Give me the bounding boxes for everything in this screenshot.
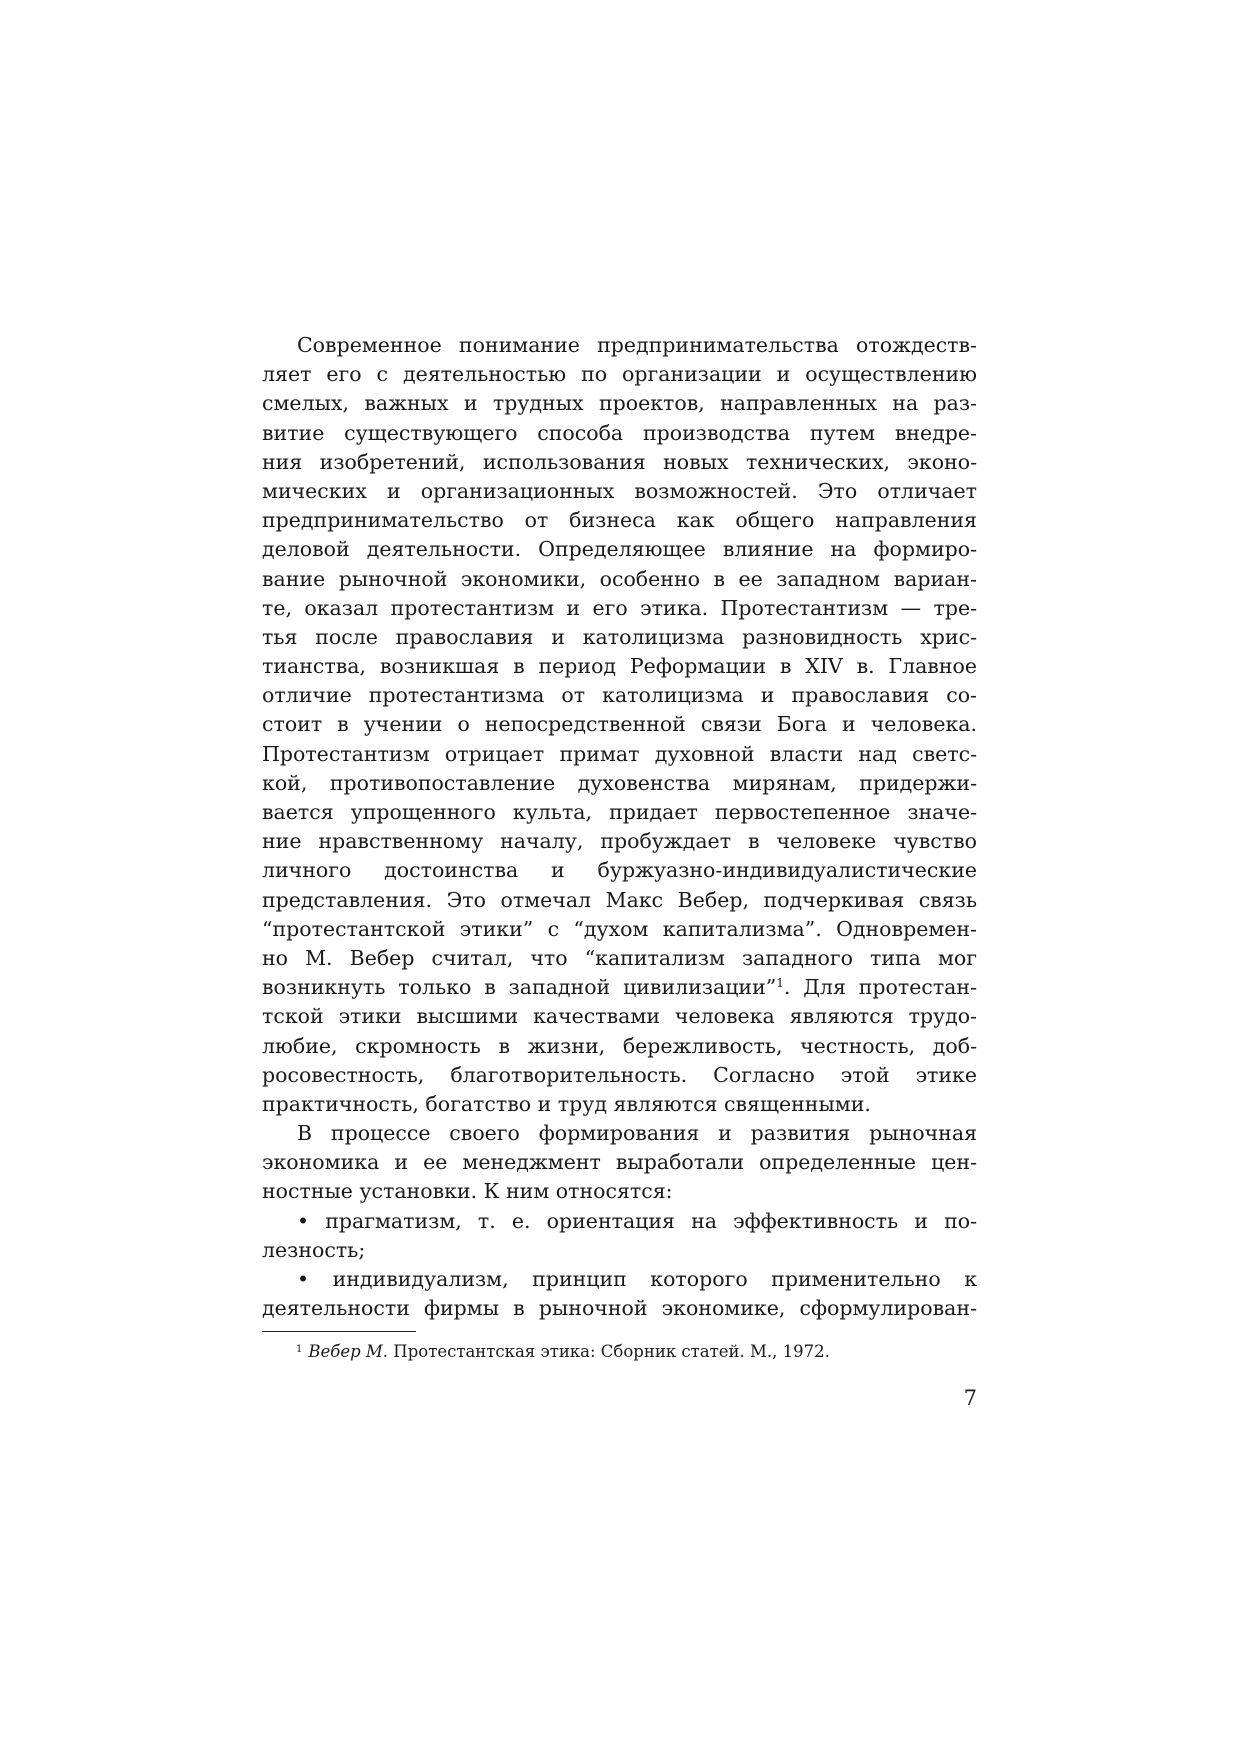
text-line-with-footnote-ref <box>262 973 977 1002</box>
text-line: росовестность, благотворительность. Согласно этой этике <box>262 1062 977 1087</box>
text-line: деловой деятельности. Определяющее влияние на формиро- <box>262 537 977 562</box>
text-line: личного достоинства и буржуазно-индивидуалистические <box>262 858 977 883</box>
text-line: отличие протестантизма от католицизма и православия со- <box>262 683 977 708</box>
list-item-pragmatism <box>262 1207 977 1236</box>
text-line: предпринимательство от бизнеса как общего направления <box>262 508 977 533</box>
text-line: представления. Это отмечал Макс Вебер, подчеркивая связь <box>262 887 977 912</box>
footnote-text: Протестантская этика: Сборник статей. М., 1972. <box>388 1342 830 1361</box>
text-line: ляет его с деятельностью по организации и осуществлению <box>262 362 977 387</box>
text-line: практичность, богатство и труд являются священными. <box>262 1091 871 1116</box>
text-line: но М. Вебер считал, что “капитализм западного типа мог <box>262 945 977 970</box>
text-line: вается упрощенного культа, придает первостепенное значе- <box>262 800 977 824</box>
list-item-individualism <box>262 1265 977 1294</box>
footnote-marker: 1 <box>296 1344 303 1355</box>
text-line: тианства, возникшая в период Реформации в XIV в. Главное <box>262 654 977 679</box>
text-line: мических и организационных возможностей. Это отличает <box>262 478 977 503</box>
text-line: “протестантской этики” с “духом капитализма”. Одновремен- <box>262 916 977 941</box>
text-line: ния изобретений, использования новых технических, эконо- <box>262 449 977 474</box>
text-line: тской этики высшими качествами человека являются трудо- <box>262 1004 977 1029</box>
body-text <box>262 331 977 1323</box>
bullet-icon: • <box>297 1267 310 1291</box>
text-line: ностные установки. К ним относятся: <box>262 1179 673 1204</box>
text-line: Протестантизм отрицает примат духовной власти над светс- <box>262 741 977 766</box>
bullet-icon: • <box>297 1208 310 1233</box>
text-line: витие существующего способа производства путем внедре- <box>262 420 977 445</box>
footnote-reference: 1 <box>776 976 784 991</box>
text-line: любие, скромность в жизни, бережливость, честность, доб- <box>262 1033 977 1058</box>
footnote-divider <box>262 1331 416 1332</box>
text-line: тья после православия и католицизма разновидность хрис- <box>262 624 977 649</box>
text-line: вание рыночной экономики, особенно в ее западном вариан- <box>262 566 977 591</box>
footnote <box>296 1339 830 1363</box>
text-line: деятельности фирмы в рыночной экономике, сформулирован- <box>262 1296 977 1321</box>
text-segment: индивидуализм, принцип которого применительно к <box>309 1267 977 1291</box>
text-line: кой, противопоставление духовенства мирянам, придержи- <box>262 770 977 795</box>
text-line: ние нравственному началу, пробуждает в человеке чувство <box>262 829 977 854</box>
text-line: смелых, важных и трудных проектов, направленных на раз- <box>262 391 977 416</box>
text-segment: возникнуть только в западной цивилизации” <box>262 975 777 1000</box>
text-line: Современное понимание предпринимательства отождеств- <box>297 333 977 357</box>
text-line: лезность; <box>262 1237 366 1262</box>
text-line: те, оказал протестантизм и его этика. Протестантизм — тре- <box>262 595 977 620</box>
text-line: экономика и ее менеджмент выработали определенные цен- <box>262 1150 977 1175</box>
text-line: В процессе своего формирования и развития рыночная <box>297 1121 977 1146</box>
text-segment: прагматизм, т. е. ориентация на эффективность и по- <box>309 1208 977 1233</box>
text-line: стоит в учении о непосредственной связи Бога и человека. <box>262 712 977 737</box>
footnote-author: Вебер М. <box>308 1342 389 1361</box>
page-number: 7 <box>963 1386 977 1410</box>
text-segment: . Для протестан- <box>783 975 977 1000</box>
